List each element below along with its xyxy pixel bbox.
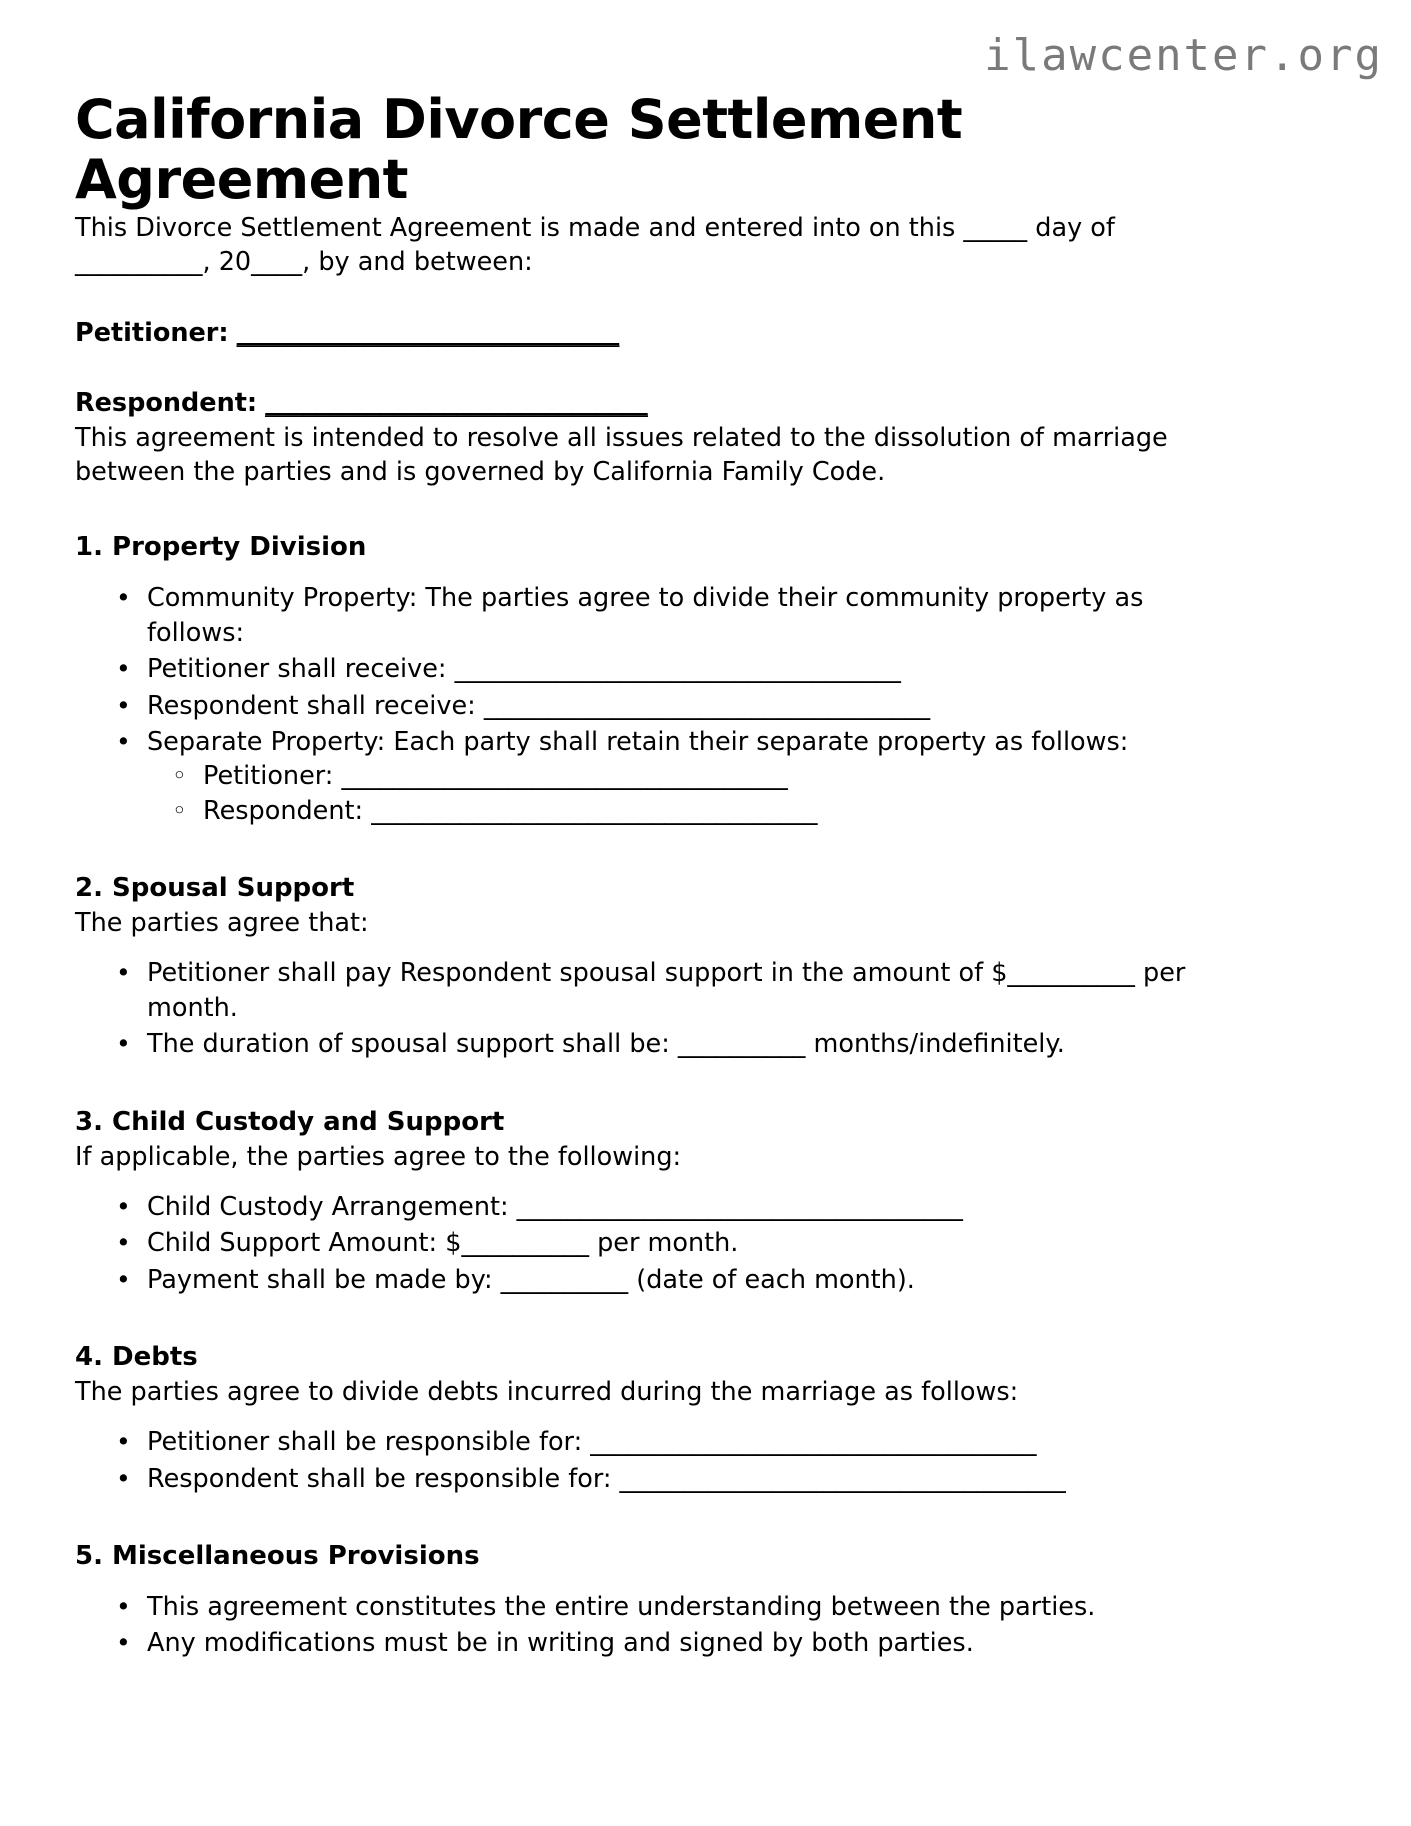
list-item-text: • Respondent shall be responsible for: ___________________________________ xyxy=(147,1462,1231,1496)
section-bullet-list xyxy=(75,1425,1231,1496)
sub-list-item xyxy=(203,794,1231,828)
list-item-text: • Petitioner shall pay Respondent spousal support in the amount of $__________ per month. xyxy=(147,956,1231,1025)
list-item-text: • The duration of spousal support shall be: __________ months/indefinitely. xyxy=(147,1027,1231,1061)
sub-bullet-list xyxy=(147,759,1231,828)
site-watermark: ilawcenter.org xyxy=(984,30,1383,81)
list-item xyxy=(147,581,1231,650)
list-item xyxy=(147,1263,1231,1297)
list-item-text: • Payment shall be made by: __________ (date of each month). xyxy=(147,1263,1231,1297)
list-item-text: • Community Property: The parties agree to divide their community property as follows: xyxy=(147,581,1231,650)
sections-container xyxy=(75,489,1231,1660)
list-item xyxy=(147,1590,1231,1624)
list-item-text: • Separate Property: Each party shall retain their separate property as follows: xyxy=(147,725,1231,759)
list-item xyxy=(147,1226,1231,1260)
intro-paragraph: This Divorce Settlement Agreement is made and entered into on this _____ day of __________, 20____, by and between: xyxy=(75,212,1115,278)
section-lead-in: If applicable, the parties agree to the following: xyxy=(75,1141,682,1172)
list-item xyxy=(147,725,1231,828)
respondent-blank[interactable]: ______________________________ xyxy=(265,388,648,419)
list-item-text: • Petitioner shall be responsible for: ___________________________________ xyxy=(147,1425,1231,1459)
section-heading: 5. Miscellaneous Provisions xyxy=(75,1541,480,1572)
list-item xyxy=(147,1190,1231,1224)
page-title: California Divorce Settlement Agreement xyxy=(75,88,963,212)
list-item xyxy=(147,956,1231,1025)
list-item-text: • Petitioner shall receive: ___________________________________ xyxy=(147,652,1231,686)
list-item xyxy=(147,1425,1231,1459)
section-bullet-list xyxy=(75,956,1231,1061)
sub-list-item-text: ◦ Respondent: ___________________________________ xyxy=(203,794,1231,828)
section-heading: 1. Property Division xyxy=(75,532,367,563)
list-item-text: • Child Support Amount: $__________ per month. xyxy=(147,1226,1231,1260)
list-item-text: • This agreement constitutes the entire understanding between the parties. xyxy=(147,1590,1231,1624)
list-item xyxy=(147,1626,1231,1660)
sub-list-item xyxy=(203,759,1231,793)
section-heading: 2. Spousal Support xyxy=(75,873,355,904)
list-item xyxy=(147,652,1231,686)
section-bullet-list xyxy=(75,1190,1231,1297)
section-lead-in: The parties agree that: xyxy=(75,908,369,939)
list-item-text: • Child Custody Arrangement: ___________________________________ xyxy=(147,1190,1231,1224)
section-heading: 3. Child Custody and Support xyxy=(75,1106,505,1137)
petitioner-line xyxy=(75,316,1231,350)
section-bullet-list xyxy=(75,581,1231,828)
respondent-label: Respondent: xyxy=(75,388,258,419)
section-bullet-list xyxy=(75,1590,1231,1661)
petitioner-label: Petitioner: xyxy=(75,317,229,348)
respondent-line xyxy=(75,386,1231,420)
section-heading: 4. Debts xyxy=(75,1342,198,1373)
list-item xyxy=(147,1027,1231,1061)
list-item-text: • Respondent shall receive: ___________________________________ xyxy=(147,689,1231,723)
list-item xyxy=(147,689,1231,723)
list-item-text: • Any modifications must be in writing and signed by both parties. xyxy=(147,1626,1231,1660)
purpose-paragraph: This agreement is intended to resolve all issues related to the dissolution of marriage between the parties and is governed by California Family Code. xyxy=(75,422,1168,488)
list-item xyxy=(147,1462,1231,1496)
sub-list-item-text: ◦ Petitioner: ___________________________________ xyxy=(203,759,1231,793)
section-lead-in: The parties agree to divide debts incurred during the marriage as follows: xyxy=(75,1376,1019,1407)
petitioner-blank[interactable]: ______________________________ xyxy=(236,317,620,348)
